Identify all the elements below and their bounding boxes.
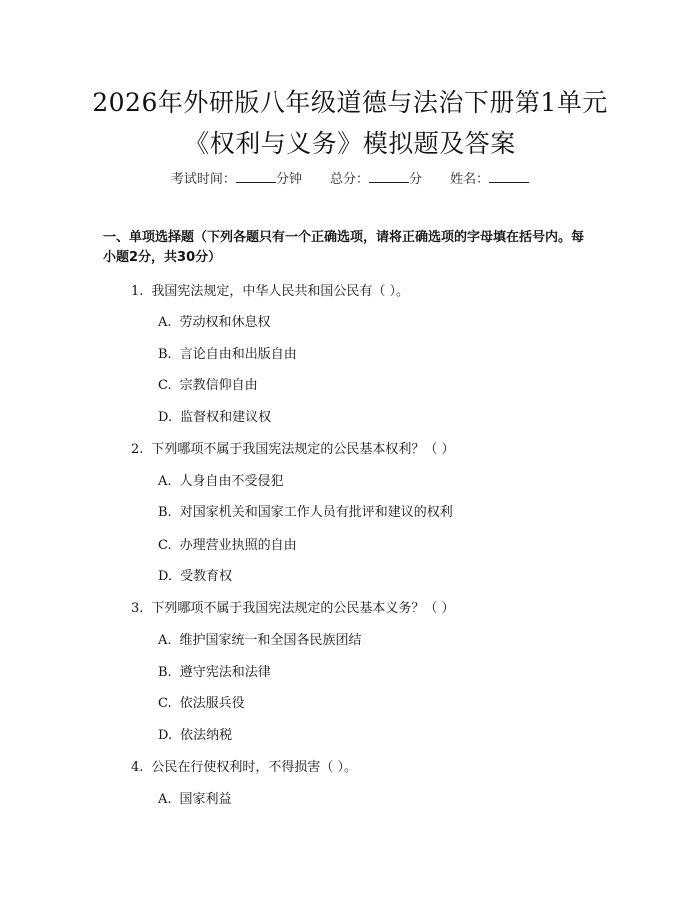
student-name bbox=[450, 168, 529, 187]
option-letter: A. bbox=[158, 633, 172, 648]
question-number: 3. bbox=[131, 601, 144, 616]
option-text: 依法服兵役 bbox=[179, 696, 245, 711]
option-letter: C. bbox=[158, 696, 172, 711]
question-4 bbox=[131, 758, 357, 778]
option-2-d bbox=[158, 567, 232, 587]
option-text: 受教育权 bbox=[180, 569, 233, 584]
exam-time-blank bbox=[236, 170, 276, 183]
option-letter: A. bbox=[158, 315, 172, 330]
section-heading: 一、单项选择题（下列各题只有一个正确选项，请将正确选项的字母填在括号内。每小题2分，共30分） bbox=[103, 230, 585, 265]
option-1-d bbox=[158, 408, 271, 428]
exam-time-label: 考试时间： bbox=[170, 172, 236, 187]
question-2 bbox=[131, 440, 455, 460]
option-text: 宗教信仰自由 bbox=[179, 378, 258, 393]
option-2-c bbox=[158, 536, 297, 556]
question-3 bbox=[131, 599, 455, 619]
document-title: 2026年外研版八年级道德与法治下册第1单元《权利与义务》模拟题及答案 bbox=[92, 88, 608, 158]
question-text: 下列哪项不属于我国宪法规定的公民基本权利？（ ） bbox=[151, 442, 455, 457]
option-2-b bbox=[158, 503, 453, 523]
exam-time-unit: 分钟 bbox=[275, 172, 302, 187]
option-text: 维护国家统一和全国各民族团结 bbox=[179, 633, 362, 648]
total-score-unit: 分 bbox=[409, 172, 423, 187]
option-3-a bbox=[158, 631, 362, 651]
option-text: 言论自由和出版自由 bbox=[179, 347, 297, 362]
option-letter: B. bbox=[158, 665, 172, 680]
option-text: 依法纳税 bbox=[180, 728, 233, 743]
total-score-label: 总分： bbox=[329, 172, 369, 187]
option-text: 对国家机关和国家工作人员有批评和建议的权利 bbox=[179, 505, 453, 520]
option-3-b bbox=[158, 663, 271, 683]
question-text: 下列哪项不属于我国宪法规定的公民基本义务？（ ） bbox=[151, 601, 455, 616]
student-name-label: 姓名： bbox=[450, 172, 490, 187]
option-3-c bbox=[158, 694, 245, 714]
question-number: 2. bbox=[131, 442, 144, 457]
exam-info-line bbox=[0, 168, 700, 187]
total-score bbox=[330, 168, 422, 187]
option-1-a bbox=[158, 313, 271, 333]
option-letter: A. bbox=[158, 474, 172, 489]
question-text: 我国宪法规定，中华人民共和国公民有（ ）。 bbox=[151, 284, 410, 299]
student-name-blank bbox=[489, 170, 529, 183]
option-1-b bbox=[158, 345, 297, 365]
option-letter: D. bbox=[158, 410, 173, 425]
option-2-a bbox=[158, 472, 284, 492]
option-letter: D. bbox=[158, 728, 173, 743]
option-letter: B. bbox=[158, 347, 172, 362]
option-letter: A. bbox=[158, 792, 172, 807]
option-letter: C. bbox=[158, 538, 172, 553]
option-text: 劳动权和休息权 bbox=[179, 315, 271, 330]
question-text: 公民在行使权利时，不得损害（ ）。 bbox=[151, 760, 358, 775]
option-4-a bbox=[158, 790, 232, 810]
question-1 bbox=[131, 282, 409, 302]
option-3-d bbox=[158, 726, 232, 746]
option-text: 遵守宪法和法律 bbox=[179, 665, 271, 680]
total-score-blank bbox=[369, 170, 409, 183]
option-letter: C. bbox=[158, 378, 172, 393]
option-text: 监督权和建议权 bbox=[180, 410, 272, 425]
question-number: 1. bbox=[131, 284, 144, 299]
option-letter: D. bbox=[158, 569, 173, 584]
option-letter: B. bbox=[158, 505, 172, 520]
exam-time bbox=[171, 168, 302, 187]
option-text: 人身自由不受侵犯 bbox=[179, 474, 284, 489]
question-number: 4. bbox=[131, 760, 144, 775]
option-text: 办理营业执照的自由 bbox=[179, 538, 297, 553]
option-1-c bbox=[158, 376, 258, 396]
option-text: 国家利益 bbox=[179, 792, 232, 807]
